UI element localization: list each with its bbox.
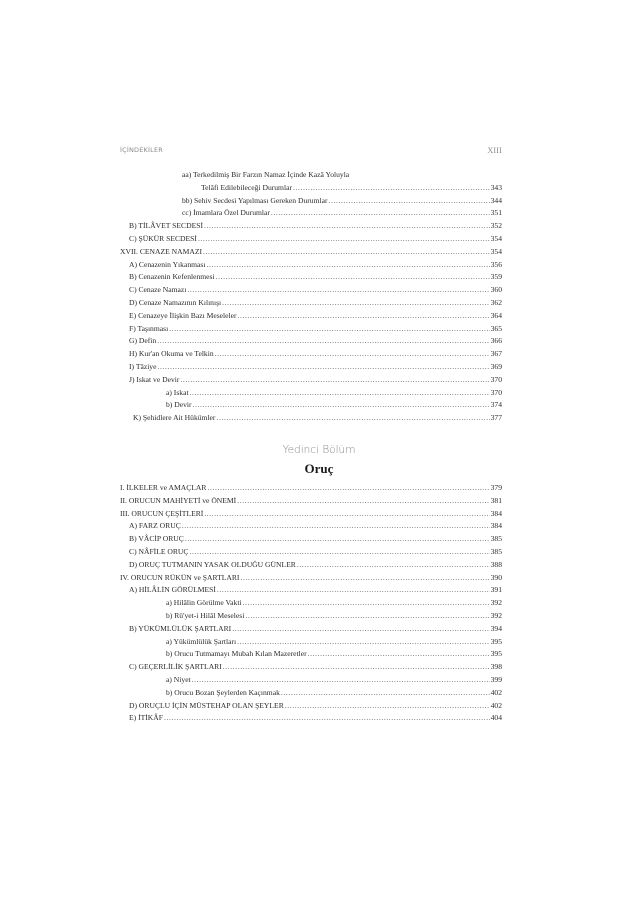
- toc-entry-page: 365: [490, 323, 502, 333]
- dot-leader: [190, 546, 490, 559]
- dot-leader: [240, 572, 489, 585]
- toc-entry-title: III. ORUCUN ÇEŞİTLERİ: [120, 508, 204, 518]
- toc-entry-title: bb) Sehiv Secdesi Yapılması Gereken Durumlar: [182, 195, 328, 205]
- toc-entry[interactable]: [120, 207, 502, 220]
- toc-entry-page: 390: [490, 572, 502, 582]
- dot-leader: [222, 297, 489, 310]
- toc-entry[interactable]: [120, 182, 502, 195]
- toc-entry-page: 354: [490, 233, 502, 243]
- toc-entry-page: 370: [490, 374, 502, 384]
- dot-leader: [271, 207, 490, 220]
- toc-entry-page: 379: [490, 483, 502, 492]
- dot-leader: [187, 284, 489, 297]
- toc-entry[interactable]: [120, 233, 502, 246]
- toc-entry-title: D) ORUÇ TUTMANIN YASAK OLDUĞU GÜNLER: [129, 559, 296, 569]
- toc-entry[interactable]: [120, 297, 502, 310]
- toc-entry-title: aa) Terkedilmiş Bir Farzın Namaz İçinde Kazâ Yoluyla: [182, 170, 350, 179]
- toc-entry[interactable]: [120, 495, 502, 508]
- toc-entry[interactable]: [120, 323, 502, 336]
- toc-entry-title: H) Kur'an Okuma ve Telkin: [129, 349, 214, 359]
- toc-entry-title: K) Şehidlere Ait Hükümler: [133, 413, 216, 423]
- dot-leader: [308, 648, 490, 661]
- toc-entry-page: 362: [490, 297, 502, 307]
- dot-leader: [193, 399, 490, 412]
- toc-entry[interactable]: [120, 169, 502, 182]
- dot-leader: [285, 700, 490, 713]
- toc-entry[interactable]: [120, 412, 502, 425]
- toc-entry[interactable]: [120, 636, 502, 649]
- toc-entry[interactable]: [120, 310, 502, 323]
- dot-leader: [182, 520, 490, 533]
- toc-entry-page: 354: [490, 246, 502, 256]
- toc-entry-title: D) Cenaze Namazının Kılınışı: [129, 297, 222, 307]
- dot-leader: [217, 584, 490, 597]
- dot-leader: [245, 610, 489, 623]
- toc-entry-title: A) HİLÂLİN GÖRÜLMESİ: [129, 585, 216, 595]
- toc-entry-page: 367: [490, 349, 502, 359]
- toc-entry-page: 381: [490, 495, 502, 505]
- toc-entry-page: 394: [490, 623, 502, 633]
- toc-entry[interactable]: [120, 374, 502, 387]
- dot-leader: [207, 482, 489, 495]
- toc-entry-title: cc) İmamlara Özel Durumlar: [182, 208, 270, 218]
- toc-entry-title: C) Cenaze Namazı: [129, 285, 187, 295]
- toc-entry-page: 398: [490, 662, 502, 672]
- section-label: Yedinci Bölüm: [282, 444, 356, 456]
- toc-list-lower: [120, 482, 502, 725]
- toc-entry[interactable]: [120, 520, 502, 533]
- dot-leader: [180, 374, 489, 387]
- toc-entry[interactable]: [120, 661, 502, 674]
- toc-entry[interactable]: [120, 687, 502, 700]
- toc-entry-page: 402: [490, 700, 502, 710]
- toc-entry-page: 385: [490, 534, 502, 544]
- toc-entry-page: 351: [490, 208, 502, 218]
- toc-entry-title: b) Orucu Bozan Şeylerden Kaçınmak: [166, 687, 280, 697]
- header-title: İÇİNDEKİLER: [120, 146, 163, 154]
- toc-entry[interactable]: [120, 284, 502, 297]
- toc-entry-page: 392: [490, 610, 502, 620]
- toc-entry[interactable]: [120, 559, 502, 572]
- dot-leader: [206, 259, 489, 272]
- toc-entry[interactable]: [120, 533, 502, 546]
- toc-entry-title: Telâfi Edilebileceği Durumlar: [201, 182, 292, 192]
- toc-entry-title: E) Cenazeye İlişkin Bazı Meseleler: [129, 310, 237, 320]
- toc-entry-title: a) Iskat: [166, 387, 189, 397]
- dot-leader: [157, 335, 489, 348]
- toc-entry-title: b) Orucu Tutmamayı Mubah Kılan Mazeretler: [166, 649, 307, 659]
- toc-entry[interactable]: [120, 259, 502, 272]
- toc-entry-title: A) Cenazenin Yıkanması: [129, 259, 206, 269]
- toc-entry-page: 399: [490, 674, 502, 684]
- toc-entry-page: 370: [490, 387, 502, 397]
- toc-entry-title: F) Taşınması: [129, 323, 169, 333]
- dot-leader: [215, 348, 490, 361]
- toc-entry-title: E) İTİKÂF: [129, 713, 163, 723]
- dot-leader: [169, 323, 489, 336]
- dot-leader: [190, 387, 490, 400]
- toc-entry-title: A) FARZ ORUÇ: [129, 521, 181, 531]
- toc-entry[interactable]: [120, 648, 502, 661]
- toc-entry-page: 360: [490, 285, 502, 295]
- toc-entry[interactable]: [120, 610, 502, 623]
- dot-leader: [232, 623, 489, 636]
- toc-entry-page: 352: [490, 221, 502, 231]
- toc-entry[interactable]: [120, 674, 502, 687]
- toc-entry[interactable]: [120, 246, 502, 259]
- toc-entry-page: 384: [490, 521, 502, 531]
- toc-entry[interactable]: [120, 584, 502, 597]
- toc-entry-page: 369: [490, 361, 502, 371]
- toc-entry[interactable]: [120, 623, 502, 636]
- toc-entry[interactable]: [120, 482, 502, 495]
- toc-entry[interactable]: [120, 387, 502, 400]
- header-page-number: XIII: [487, 146, 502, 155]
- dot-leader: [237, 636, 489, 649]
- toc-entry-title: G) Defin: [129, 336, 157, 346]
- toc-entry-title: C) GEÇERLİLİK ŞARTLARI: [129, 662, 222, 672]
- toc-entry-title: a) Niyet: [166, 674, 191, 684]
- dot-leader: [223, 661, 490, 674]
- toc-entry-page: 374: [490, 400, 502, 410]
- dot-leader: [237, 495, 489, 508]
- toc-entry-page: 377: [490, 413, 502, 423]
- toc-entry[interactable]: [120, 712, 502, 725]
- dot-leader: [329, 195, 490, 208]
- toc-entry-page: 344: [490, 195, 502, 205]
- toc-entry-page: 366: [490, 336, 502, 346]
- dot-leader: [216, 412, 489, 425]
- toc-entry[interactable]: [120, 220, 502, 233]
- toc-entry-page: 392: [490, 598, 502, 608]
- toc-list-upper: [120, 169, 502, 425]
- dot-leader: [204, 508, 489, 521]
- toc-entry[interactable]: [120, 572, 502, 585]
- toc-entry-title: B) TİLÂVET SECDESİ: [129, 221, 203, 231]
- toc-entry[interactable]: [120, 271, 502, 284]
- toc-entry-title: B) YÜKÜMLÜLÜK ŞARTLARI: [129, 623, 232, 633]
- toc-entry-title: J) Iskat ve Devir: [129, 374, 180, 384]
- toc-entry[interactable]: [120, 348, 502, 361]
- dot-leader: [204, 220, 490, 233]
- dot-leader: [198, 233, 490, 246]
- dot-leader: [281, 687, 490, 700]
- toc-entry-title: I. İLKELER ve AMAÇLAR: [120, 483, 207, 492]
- dot-leader: [164, 712, 490, 725]
- toc-entry[interactable]: [120, 508, 502, 521]
- dot-leader: [192, 674, 490, 687]
- dot-leader: [203, 246, 490, 259]
- toc-entry-page: 359: [490, 272, 502, 282]
- toc-entry[interactable]: [120, 195, 502, 208]
- toc-entry-title: C) NÂFİLE ORUÇ: [129, 546, 189, 556]
- toc-entry[interactable]: [120, 546, 502, 559]
- toc-entry-page: 395: [490, 649, 502, 659]
- toc-entry-title: D) ORUÇLU İÇİN MÜSTEHAP OLAN ŞEYLER: [129, 700, 284, 710]
- dot-leader: [185, 533, 490, 546]
- toc-entry-page: 384: [490, 508, 502, 518]
- toc-entry-title: a) Hilâlin Görülme Vakti: [166, 598, 242, 608]
- running-header: [120, 146, 502, 158]
- toc-entry[interactable]: [120, 700, 502, 713]
- toc-entry-title: C) ŞÜKÜR SECDESİ: [129, 233, 197, 243]
- dot-leader: [216, 271, 490, 284]
- toc-entry-page: 385: [490, 546, 502, 556]
- toc-entry-page: 388: [490, 559, 502, 569]
- toc-entry-title: IV. ORUCUN RÜKÜN ve ŞARTLARI: [120, 572, 240, 582]
- toc-entry-title: I) Tâziye: [129, 361, 157, 371]
- toc-entry-title: b) Devir: [166, 400, 192, 410]
- dot-leader: [243, 597, 490, 610]
- dot-leader: [297, 559, 490, 572]
- toc-entry-title: II. ORUCUN MAHİYETİ ve ÖNEMİ: [120, 495, 237, 505]
- dot-leader: [238, 310, 490, 323]
- dot-leader: [157, 361, 489, 374]
- toc-entry-title: B) VÂCİP ORUÇ: [129, 534, 184, 544]
- toc-entry-page: 343: [490, 182, 502, 192]
- toc-entry-page: 404: [490, 713, 502, 723]
- toc-entry-page: 402: [490, 687, 502, 697]
- section-title: Oruç: [304, 461, 334, 476]
- toc-entry-page: 391: [490, 585, 502, 595]
- toc-entry-page: 395: [490, 636, 502, 646]
- toc-entry[interactable]: [120, 399, 502, 412]
- toc-entry-title: B) Cenazenin Kefenlenmesi: [129, 272, 215, 282]
- dot-leader: [293, 182, 490, 195]
- toc-entry-title: XVII. CENAZE NAMAZI: [120, 246, 203, 256]
- toc-entry[interactable]: [120, 335, 502, 348]
- toc-entry-title: b) Rü'yet-i Hilâl Meselesi: [166, 610, 245, 620]
- toc-entry-page: 356: [490, 259, 502, 269]
- toc-entry-page: 364: [490, 310, 502, 320]
- toc-entry[interactable]: [120, 361, 502, 374]
- toc-entry[interactable]: [120, 597, 502, 610]
- toc-entry-title: a) Yükümlülük Şartları: [166, 636, 237, 646]
